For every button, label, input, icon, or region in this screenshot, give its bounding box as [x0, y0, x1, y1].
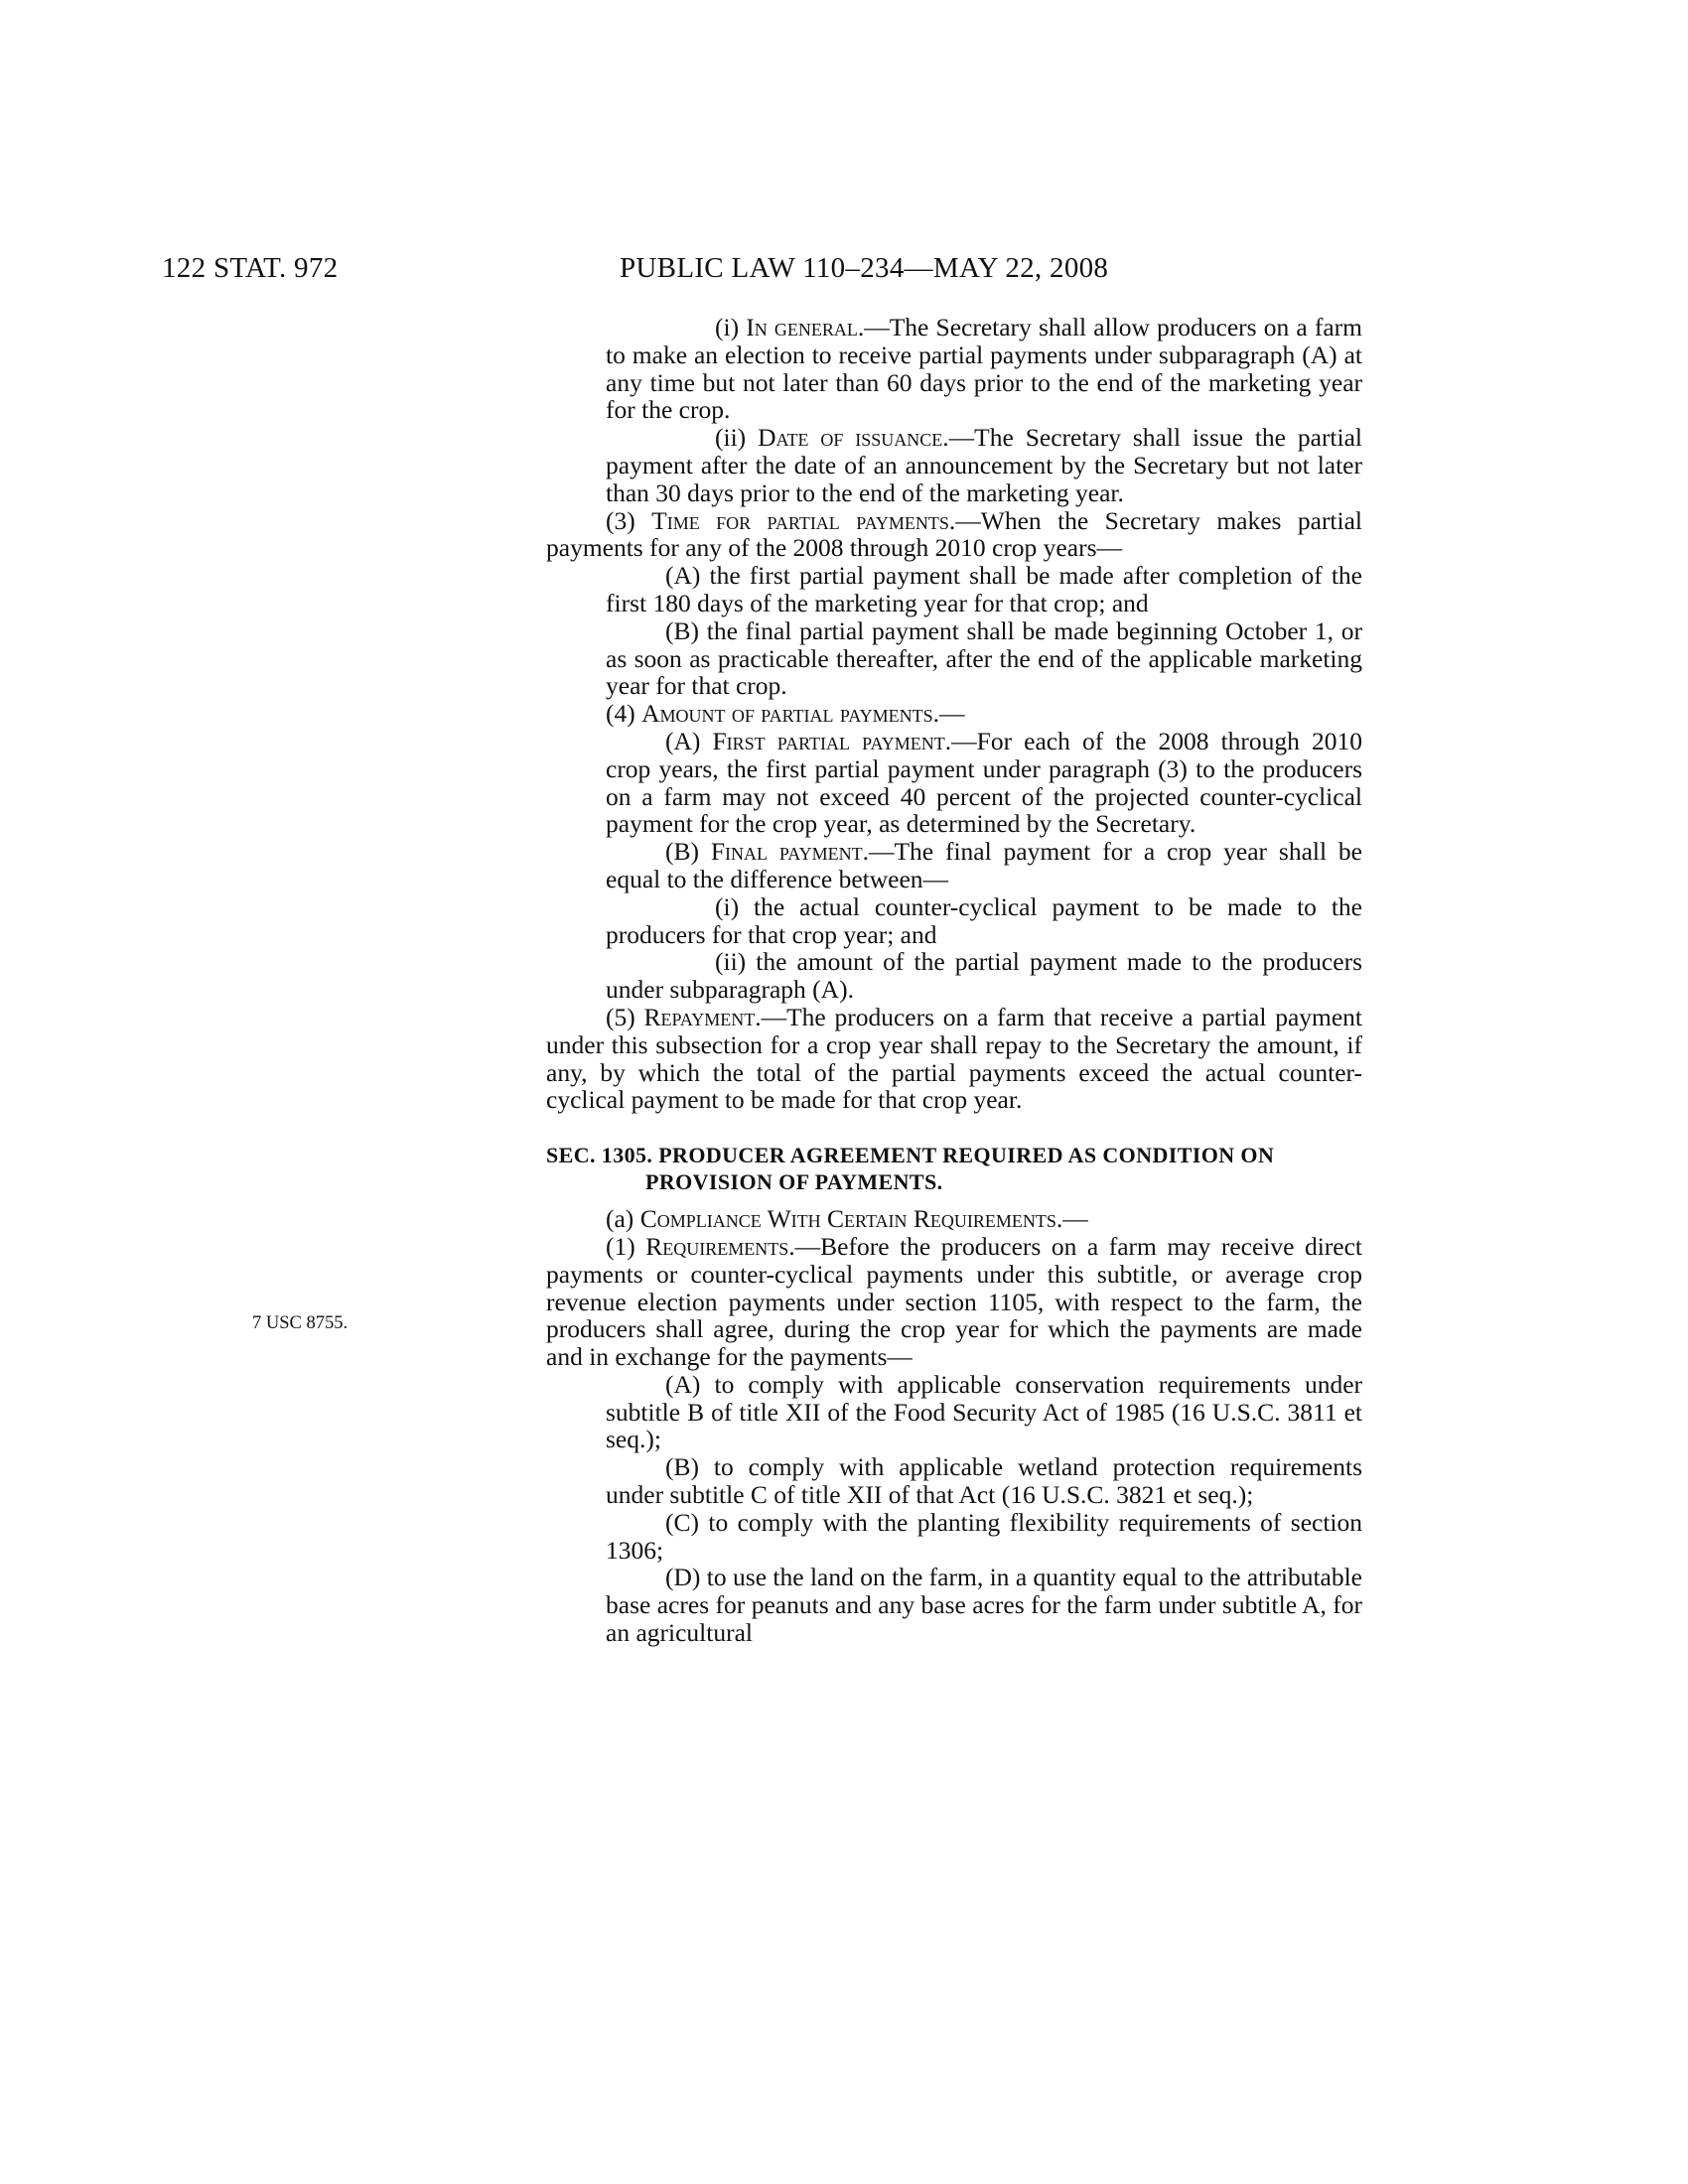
para-5: (5) Repayment.—The producers on a farm that receive a partial payment under this subsection for a crop year shall repay to the Secretary the amount, if any, by which the total of the partial payments exceed the actual counter-cyclical payment to be made for that crop year.	[546, 1002, 1363, 1115]
para-3B: (B) the final partial payment shall be made beginning October 1, or as soon as practicable thereafter, after the end of the applicable marketing year for that crop.	[606, 615, 1362, 701]
para-3A: (A) the first partial payment shall be made after completion of the first 180 days of the marketing year for that crop; and	[606, 561, 1362, 617]
usc-margin-note: 7 USC 8755.	[252, 1313, 349, 1333]
para-a1C: (C) to comply with the planting flexibility requirements of section 1306;	[606, 1507, 1362, 1565]
statute-page-number: 122 STAT. 972	[162, 252, 339, 284]
para-i: (i) In general.—The Secretary shall allow producers on a farm to make an election to receive partial payments under subparagraph (A) at any time but not later than 60 days prior to the end of the marketing year for the crop.	[606, 313, 1362, 425]
public-law-header: PUBLIC LAW 110–234—MAY 22, 2008	[620, 252, 1109, 284]
para-ii: (ii) Date of issuance.—The Secretary shall issue the partial payment after the date of an announcement by the Secretary but not later than 30 days prior to the end of the marketing year.	[606, 423, 1363, 507]
para-4Bii: (ii) the amount of the partial payment made to the producers under subparagraph (A).	[606, 947, 1362, 1005]
para-4B: (B) Final payment.—The final payment for a crop year shall be equal to the difference between—	[606, 837, 1362, 893]
para-a1D: (D) to use the land on the farm, in a quantity equal to the attributable base acres for peanuts and any base acres for the farm under subtitle A, for an agricultural	[606, 1563, 1362, 1648]
section-heading: SEC. 1305. PRODUCER AGREEMENT REQUIRED AS CONDITION ON PROVISION OF PAYMENTS.	[546, 1143, 1275, 1195]
para-a1: (1) Requirements.—Before the producers on a farm may receive direct payments or counter-cyclical payments under this subtitle, or average crop revenue election payments under section 1105, with respect to the farm, the producers shall agree, during the crop year for which the payments are made and in exchange for the payments—	[546, 1231, 1363, 1372]
para-3: (3) Time for partial payments.—When the Secretary makes partial payments for any of the 2008 through 2010 crop years—	[546, 505, 1363, 563]
para-a: (a) Compliance With Certain Requirements.—	[606, 1204, 1088, 1234]
para-a1A: (A) to comply with applicable conservation requirements under subtitle B of title XII of the Food Security Act of 1985 (16 U.S.C. 3811 et seq.);	[606, 1369, 1362, 1454]
para-4: (4) Amount of partial payments.—	[606, 699, 965, 729]
para-a1B: (B) to comply with applicable wetland protection requirements under subtitle C of title XII of that Act (16 U.S.C. 3821 et seq.);	[606, 1452, 1362, 1510]
para-4Bi: (i) the actual counter-cyclical payment to be made to the producers for that crop year; and	[606, 891, 1362, 949]
para-4A: (A) First partial payment.—For each of the 2008 through 2010 crop years, the first partial payment under paragraph (3) to the producers on a farm may not exceed 40 percent of the projected counter-cyclical payment for the crop year, as determined by the Secretary.	[606, 726, 1362, 839]
document-body	[546, 314, 1362, 1647]
